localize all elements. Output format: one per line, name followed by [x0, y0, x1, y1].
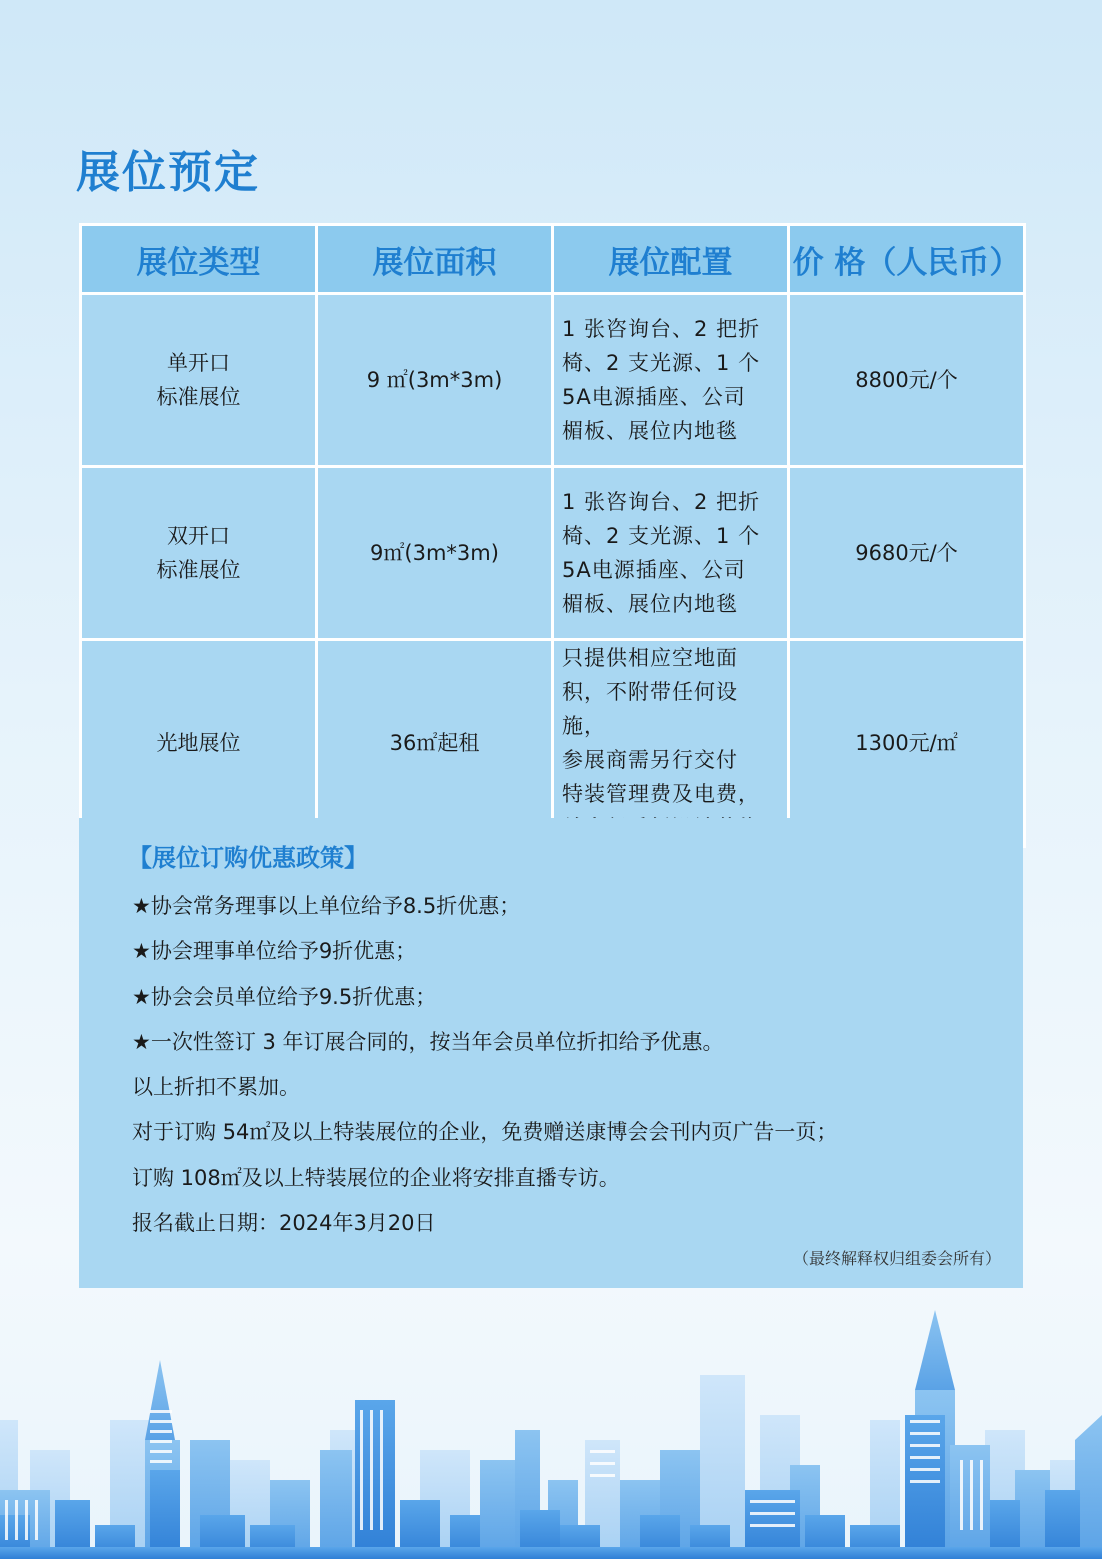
header-price: 价 格（人民币） [789, 225, 1025, 294]
header-booth-area: 展位面积 [317, 225, 553, 294]
page-title: 展位预定 [76, 147, 260, 198]
header-booth-config: 展位配置 [553, 225, 789, 294]
policy-line: ★协会常务理事以上单位给予8.5折优惠； [132, 894, 521, 918]
cell-booth-type: 光地展位 [81, 640, 317, 847]
cell-booth-type: 双开口 标准展位 [81, 467, 317, 640]
policy-line: ★一次性签订 3 年订展合同的，按当年会员单位折扣给予优惠。 [132, 1029, 724, 1054]
cell-booth-area: 9㎡(3m*3m) [317, 467, 553, 640]
booth-table [79, 223, 1026, 848]
table-header-row [81, 225, 1025, 294]
cell-price: 8800元/个 [789, 294, 1025, 467]
city-skyline-illustration [0, 1300, 1102, 1559]
policy-list [132, 886, 837, 1248]
cell-booth-config: 1 张咨询台、2 把折 椅、2 支光源、1 个 5A电源插座、公司 楣板、展位内地毯 [553, 467, 789, 640]
policy-line: 报名截止日期：2024年3月20日 [132, 1211, 436, 1236]
table-row [81, 640, 1025, 847]
cell-booth-area: 9 ㎡(3m*3m) [317, 294, 553, 467]
policy-line: ★协会理事单位给予9折优惠； [132, 939, 417, 964]
table-row [81, 294, 1025, 467]
policy-note: （最终解释权归组委会所有） [792, 1249, 1001, 1268]
cell-booth-type: 单开口 标准展位 [81, 294, 317, 467]
policy-title: 【展位订购优惠政策】 [128, 844, 368, 872]
table-row [81, 467, 1025, 640]
cell-price: 9680元/个 [789, 467, 1025, 640]
policy-line: 以上折扣不累加。 [132, 1075, 300, 1100]
cell-booth-config: 1 张咨询台、2 把折 椅、2 支光源、1 个 5A电源插座、公司 楣板、展位内地毯 [553, 294, 789, 467]
policy-line: 订购 108㎡及以上特装展位的企业将安排直播专访。 [132, 1165, 620, 1190]
cell-booth-config: 只提供相应空地面 积，不附带任何设施， 参展商需另行交付 特装管理费及电费， [553, 640, 789, 847]
cell-booth-area: 36㎡起租 [317, 640, 553, 847]
policy-line: 对于订购 54㎡及以上特装展位的企业，免费赠送康博会会刊内页广告一页； [132, 1120, 838, 1145]
cell-price: 1300元/㎡ [789, 640, 1025, 847]
policy-line: ★协会会员单位给予9.5折优惠； [132, 984, 437, 1009]
header-booth-type: 展位类型 [81, 225, 317, 294]
